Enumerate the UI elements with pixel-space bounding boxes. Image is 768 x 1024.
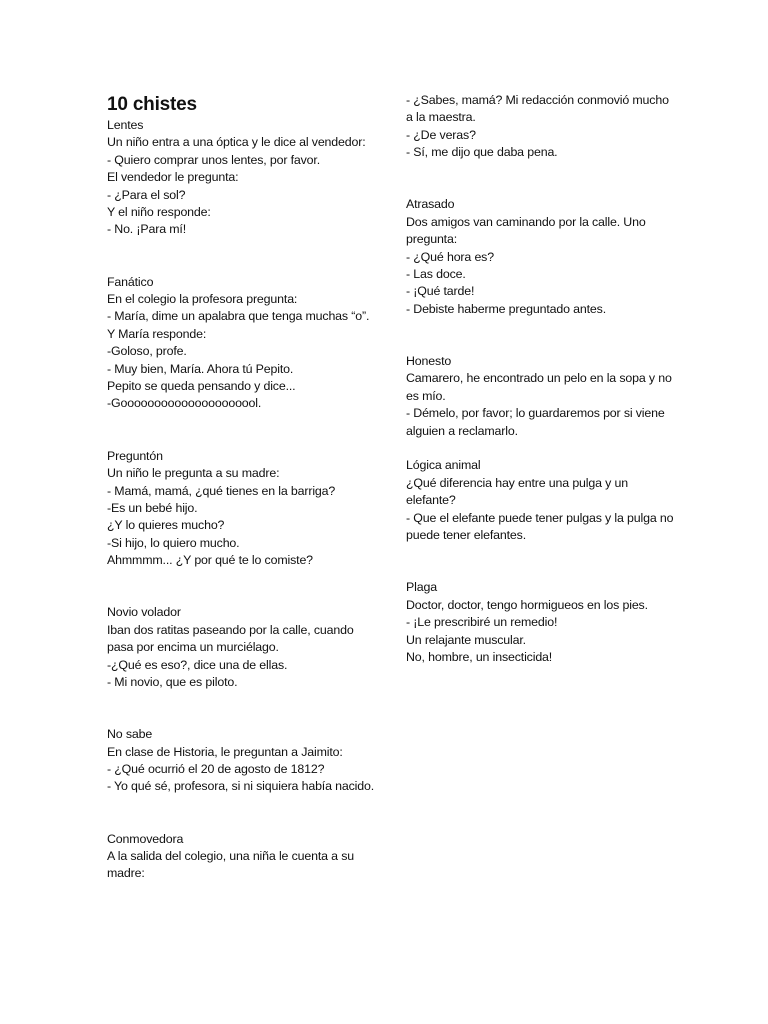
joke-line: En clase de Historia, le preguntan a Jaimito: (107, 744, 343, 759)
joke-title: Conmovedora (107, 831, 184, 846)
left-column (107, 94, 377, 883)
joke-title: No sabe (107, 727, 153, 742)
joke-line: - Muy bien, María. Ahora tú Pepito. (107, 361, 294, 376)
joke-line: -Es un bebé hijo. (107, 500, 198, 515)
joke-line: - Quiero comprar unos lentes, por favor. (107, 152, 321, 167)
joke-line: Camarero, he encontrado un pelo en la sopa y no es mío. (406, 371, 672, 403)
joke-line: -Si hijo, lo quiero mucho. (107, 535, 240, 550)
spacer (406, 545, 676, 580)
joke-line: - ¿Qué hora es? (406, 249, 494, 264)
joke-line: Y el niño responde: (107, 205, 211, 220)
joke-no-sabe (107, 726, 377, 796)
joke-atrasado (406, 196, 676, 318)
spacer (107, 691, 377, 726)
joke-line: - ¿Para el sol? (107, 187, 186, 202)
document-title: 10 chistes (107, 94, 197, 115)
joke-line: Un relajante muscular. (406, 632, 526, 647)
joke-line: - No. ¡Para mí! (107, 222, 186, 237)
joke-title: Honesto (406, 354, 452, 369)
joke-conmovedora (107, 831, 377, 883)
joke-fanatico (107, 274, 377, 413)
joke-honesto (406, 353, 676, 440)
joke-line: Y María responde: (107, 326, 207, 341)
joke-line: Un niño entra a una óptica y le dice al vendedor: (107, 135, 366, 150)
joke-line: Doctor, doctor, tengo hormigueos en los pies. (406, 597, 648, 612)
joke-line: En el colegio la profesora pregunta: (107, 292, 298, 307)
right-column (406, 92, 676, 666)
joke-line: ¿Y lo quieres mucho? (107, 518, 225, 533)
spacer (107, 796, 377, 831)
joke-line: - Debiste haberme preguntado antes. (406, 301, 607, 316)
joke-line: - Mamá, mamá, ¿qué tienes en la barriga? (107, 483, 336, 498)
joke-line: - María, dime un apalabra que tenga muchas “o”. (107, 309, 370, 324)
joke-line: -Goloso, profe. (107, 344, 187, 359)
joke-line: -Gooooooooooooooooooool. (107, 396, 262, 411)
joke-line: -¿Qué es eso?, dice una de ellas. (107, 657, 288, 672)
joke-line: Dos amigos van caminando por la calle. Uno pregunta: (406, 214, 646, 247)
joke-line: Pepito se queda pensando y dice... (107, 379, 296, 394)
joke-title: Preguntón (107, 448, 163, 463)
spacer (107, 570, 377, 605)
joke-lentes (107, 117, 377, 239)
joke-title: Plaga (406, 580, 437, 595)
joke-line: ¿Qué diferencia hay entre una pulga y un elefante? (406, 475, 628, 508)
joke-title: Fanático (107, 274, 154, 289)
joke-title: Lentes (107, 118, 144, 132)
spacer (107, 239, 377, 274)
joke-line: No, hombre, un insecticida! (406, 649, 553, 664)
joke-plaga (406, 579, 676, 666)
joke-line: Ahmmmm... ¿Y por qué te lo comiste? (107, 553, 313, 568)
joke-line: - ¡Le prescribiré un remedio! (406, 615, 558, 630)
joke-pregunton (107, 448, 377, 570)
joke-line: - Sí, me dijo que daba pena. (406, 145, 558, 160)
spacer (406, 440, 676, 457)
spacer (107, 413, 377, 448)
joke-line: - ¿Sabes, mamá? Mi redacción conmovió mucho a la maestra. (406, 93, 669, 125)
joke-line: - Las doce. (406, 267, 466, 282)
joke-line: - Démelo, por favor; lo guardaremos por si viene alguien a reclamarlo. (406, 406, 665, 438)
spacer (406, 162, 676, 197)
joke-line: - ¿Qué ocurrió el 20 de agosto de 1812? (107, 761, 325, 776)
joke-line: - Mi novio, que es piloto. (107, 674, 238, 689)
joke-novio-volador (107, 604, 377, 691)
joke-line: El vendedor le pregunta: (107, 170, 239, 185)
joke-line: - ¡Qué tarde! (406, 284, 475, 299)
joke-title: Atrasado (406, 197, 455, 212)
joke-logica-animal (406, 457, 676, 544)
joke-title: Novio volador (107, 605, 181, 620)
joke-line: - ¿De veras? (406, 127, 476, 142)
joke-title: Lógica animal (406, 458, 481, 473)
joke-line: Un niño le pregunta a su madre: (107, 466, 280, 481)
joke-line: Iban dos ratitas paseando por la calle, cuando pasa por encima un murciélago. (107, 622, 354, 655)
joke-line: - Yo qué sé, profesora, si ni siquiera había nacido. (107, 779, 375, 794)
joke-line: - Que el elefante puede tener pulgas y la pulga no puede tener elefantes. (406, 510, 674, 543)
joke-conmovedora-continued (406, 92, 676, 162)
joke-line: A la salida del colegio, una niña le cuenta a su madre: (107, 848, 354, 881)
spacer (406, 318, 676, 353)
